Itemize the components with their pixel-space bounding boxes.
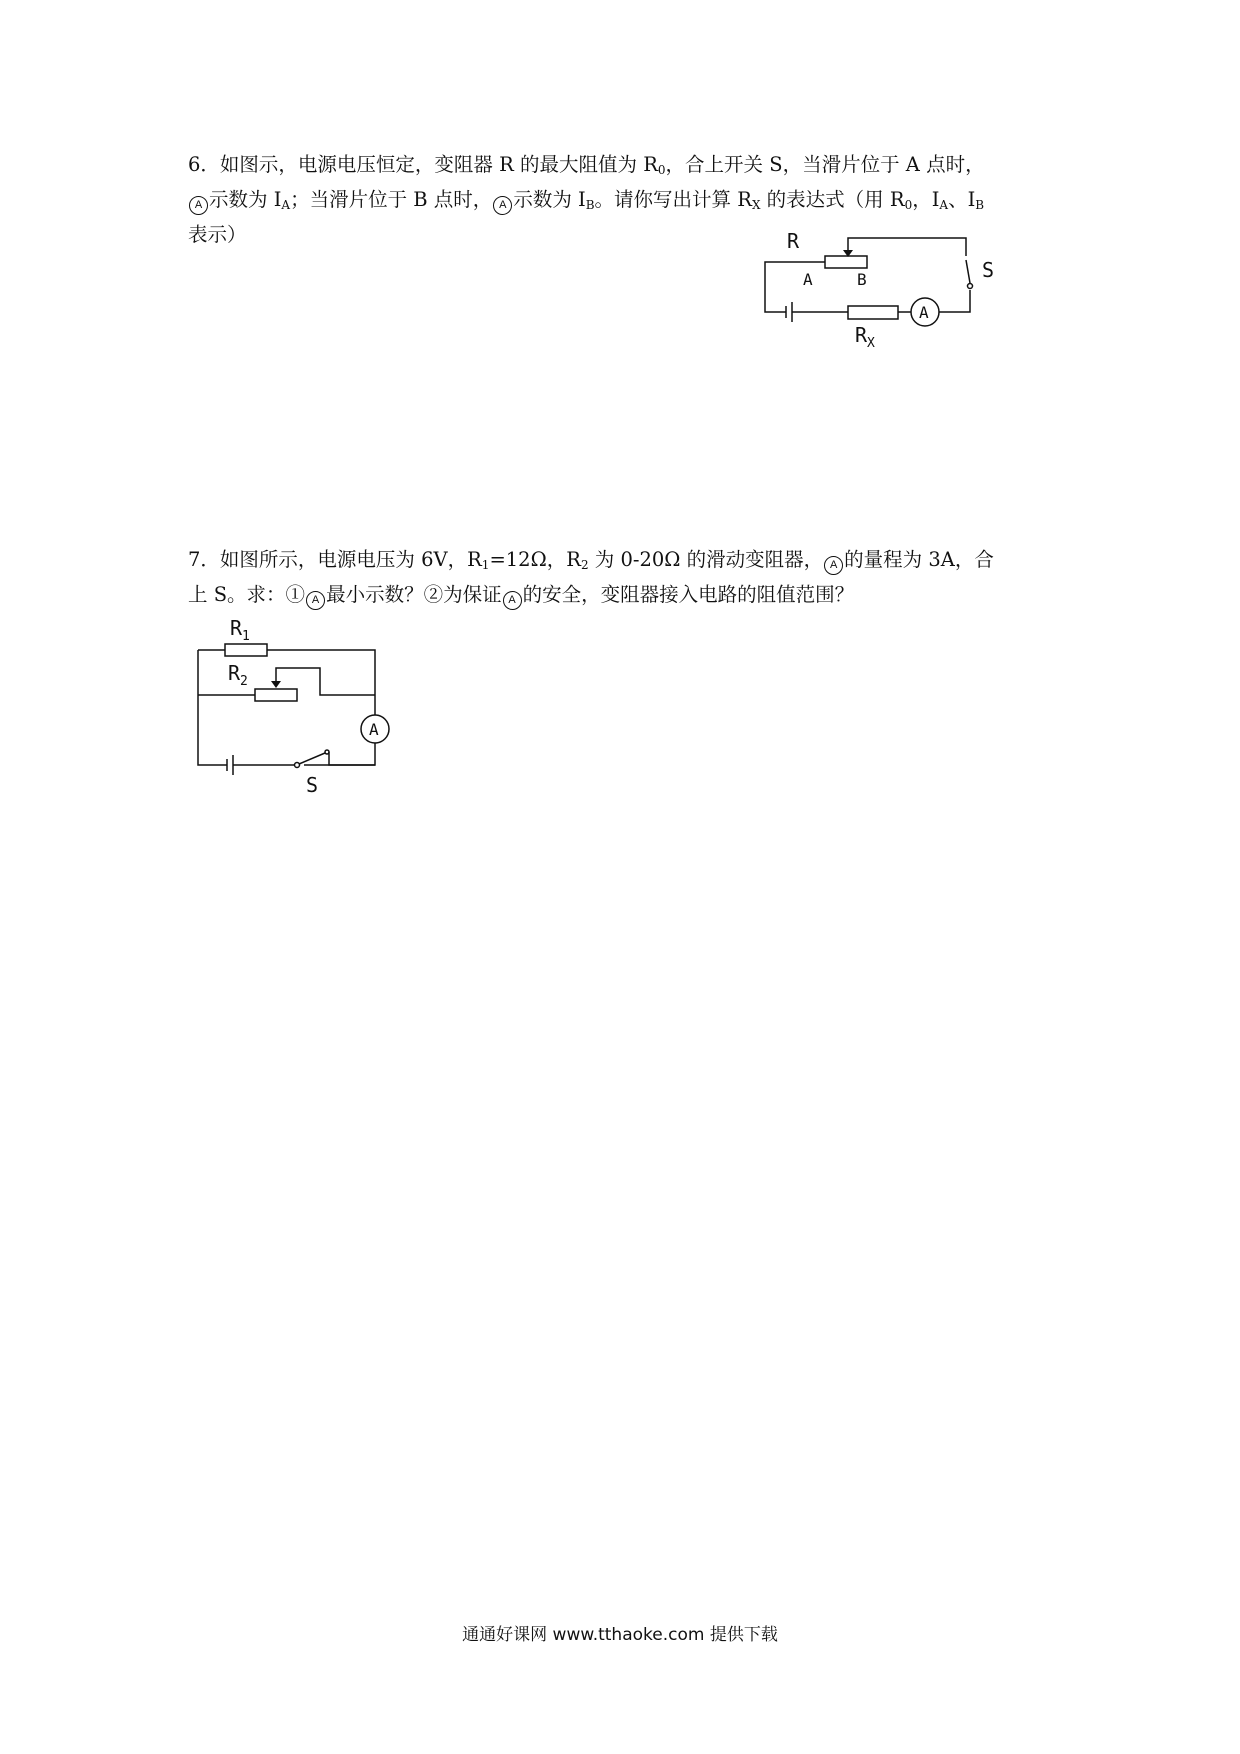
ammeter-icon: A — [824, 556, 843, 575]
ammeter-icon: A — [306, 591, 325, 610]
ammeter-label: A — [369, 720, 379, 739]
ammeter-label: A — [919, 303, 929, 322]
label-b: B — [857, 270, 867, 289]
label-s: S — [982, 258, 995, 282]
question-7: 7．如图所示，电源电压为 6V，$R_1=12\Omega$，$R_2$ 为 0-20Ω 的滑动变阻器， A 的量程为 3A，合 上 S。求：① A 最小示数？②为保证 A 的安全，变阻器接入电路的阻值范围？ — [188, 545, 1063, 610]
label-r2: $R_2$ — [228, 661, 248, 689]
label-rx: $R_X$ — [855, 323, 875, 350]
circuit-diagram-q6 — [745, 230, 1035, 350]
ammeter-icon: A — [493, 196, 512, 215]
question-6: 6．如图示，电源电压恒定，变阻器 R 的最大阻值为 $R_0$，合上开关 S，当滑片位于 A 点时， A 示数为 $I_A$；当滑片位于 B 点时， A 示数为 $I_B$。请你写出计算 $R_X$ 的表达式（用 $R_0$，$I_A$、$I_B$ 表示） — [188, 153, 985, 246]
footer-text: 通通好课网 www.tthaoke.com 提供下载 — [462, 1625, 778, 1645]
label-r: R — [787, 230, 800, 253]
label-s: S — [306, 773, 319, 795]
circuit-diagram-q7 — [190, 615, 410, 795]
label-r1: $R_1$ — [230, 616, 250, 644]
question-number: 6． — [188, 153, 220, 176]
question-number: 7． — [188, 548, 220, 571]
ammeter-icon: A — [503, 591, 522, 610]
ammeter-icon: A — [189, 196, 208, 215]
label-a: A — [803, 270, 813, 289]
